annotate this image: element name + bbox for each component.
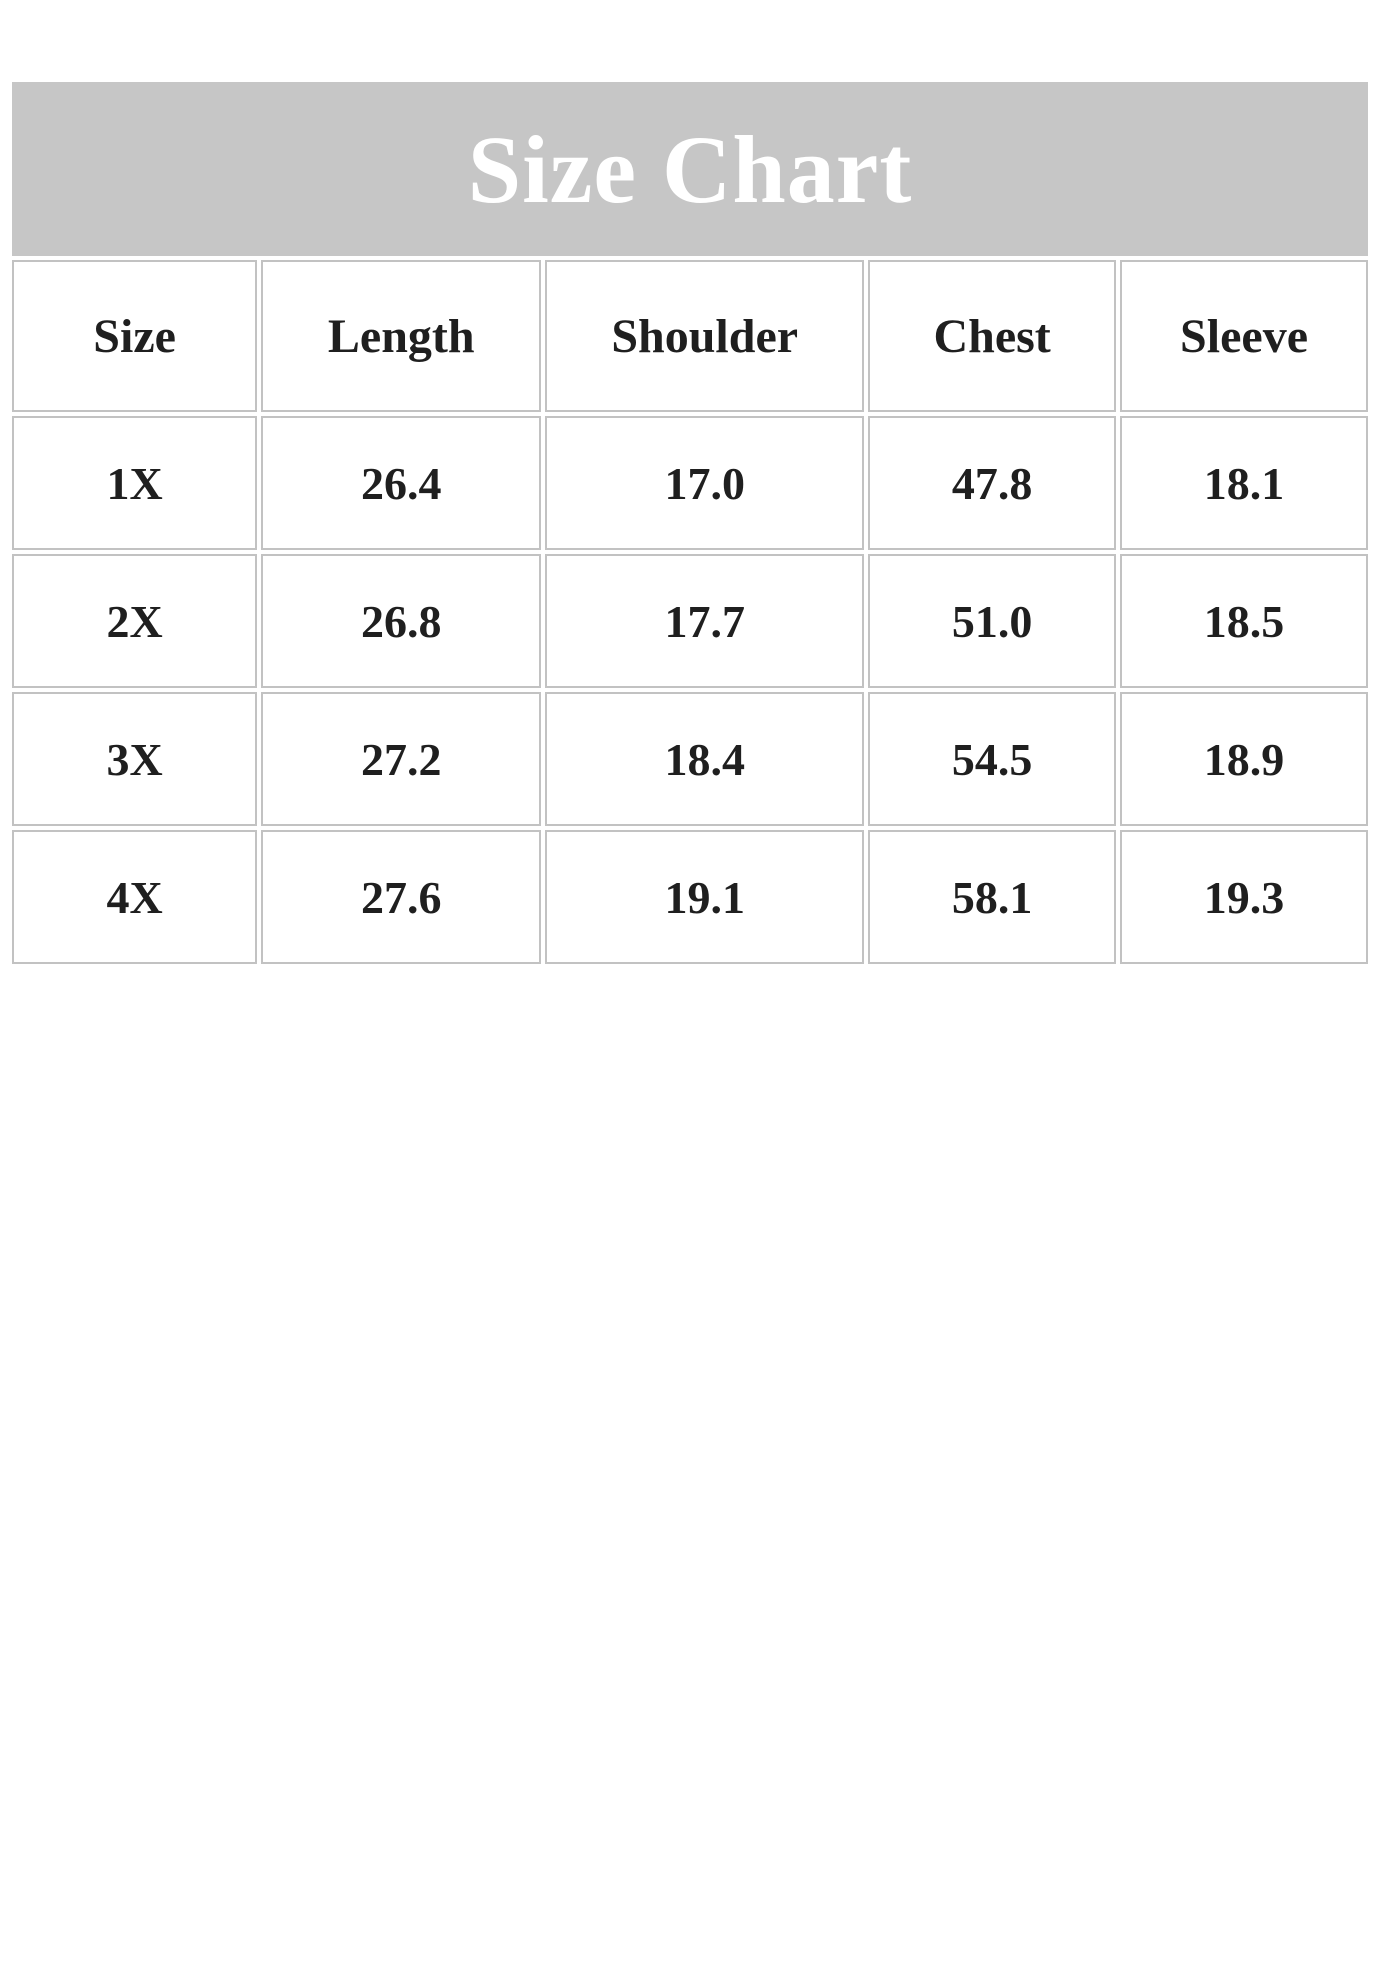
length-value-4x: 27.6	[261, 830, 541, 964]
table-row-4x	[12, 830, 1368, 964]
banner-row	[12, 82, 1368, 256]
header-row	[12, 260, 1368, 412]
column-header-sleeve: Sleeve	[1120, 260, 1368, 412]
chest-value-2x: 51.0	[868, 554, 1116, 688]
table-row-2x	[12, 554, 1368, 688]
size-label-4x: 4X	[12, 830, 257, 964]
column-header-length: Length	[261, 260, 541, 412]
shoulder-value-4x: 19.1	[545, 830, 864, 964]
sleeve-value-1x: 18.1	[1120, 416, 1368, 550]
sleeve-value-4x: 19.3	[1120, 830, 1368, 964]
shoulder-value-2x: 17.7	[545, 554, 864, 688]
sleeve-value-3x: 18.9	[1120, 692, 1368, 826]
chest-value-1x: 47.8	[868, 416, 1116, 550]
column-header-shoulder: Shoulder	[545, 260, 864, 412]
sleeve-value-2x: 18.5	[1120, 554, 1368, 688]
chest-value-3x: 54.5	[868, 692, 1116, 826]
size-chart-title: Size Chart	[12, 82, 1368, 256]
length-value-1x: 26.4	[261, 416, 541, 550]
column-header-chest: Chest	[868, 260, 1116, 412]
table-row-3x	[12, 692, 1368, 826]
length-value-2x: 26.8	[261, 554, 541, 688]
shoulder-value-3x: 18.4	[545, 692, 864, 826]
size-label-1x: 1X	[12, 416, 257, 550]
size-chart-table	[8, 78, 1372, 968]
table-row-1x	[12, 416, 1368, 550]
shoulder-value-1x: 17.0	[545, 416, 864, 550]
size-label-2x: 2X	[12, 554, 257, 688]
column-header-size: Size	[12, 260, 257, 412]
chest-value-4x: 58.1	[868, 830, 1116, 964]
length-value-3x: 27.2	[261, 692, 541, 826]
size-label-3x: 3X	[12, 692, 257, 826]
